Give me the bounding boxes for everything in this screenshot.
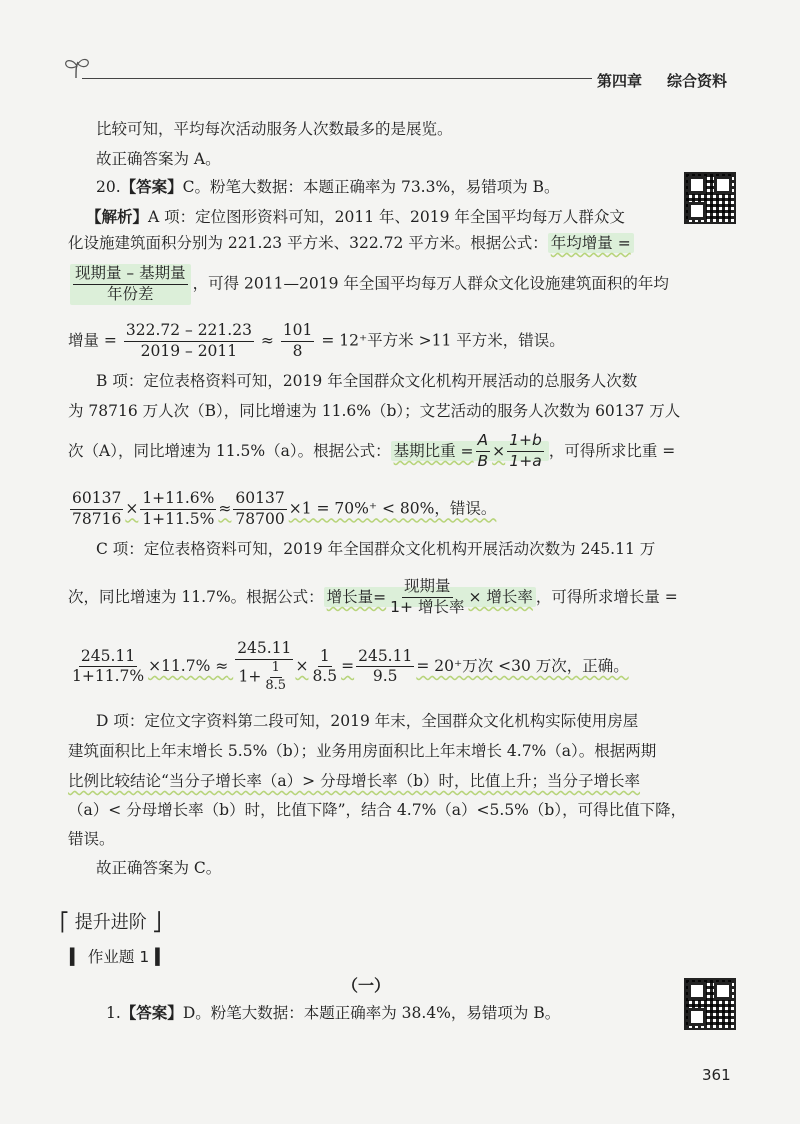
formula-label: 增长量=: [326, 587, 387, 606]
text-line: D 项：定位文字资料第二段可知，2019 年末，全国群众文化机构实际使用房屋: [96, 712, 639, 730]
bracket-icon: ⎡: [60, 912, 75, 933]
calc-symbol: ×: [295, 656, 309, 675]
analysis-text: A 项：定位图形资料可知，2011 年、2019 年全国平均每万人群众文: [148, 208, 625, 226]
fraction-numerator: 1: [270, 661, 282, 678]
fraction-numerator: 1+11.6%: [140, 490, 216, 510]
text-line: B 项：定位表格资料可知，2019 年全国群众文化机构开展活动的总服务人次数: [96, 372, 638, 390]
text: 次，同比增速为 11.7%。根据公式：: [68, 587, 324, 606]
calc-text: 增量 =: [68, 331, 117, 350]
fraction-numerator: 1: [318, 648, 332, 668]
qr-code-icon: [684, 172, 736, 224]
bracket-icon: ⎦: [146, 912, 162, 933]
calc-symbol: ×: [492, 441, 506, 460]
part-heading: （一）: [342, 976, 391, 995]
nested-fraction: [263, 661, 288, 694]
qr-code-icon: [684, 978, 736, 1030]
homework-title-text: 作业题 1: [87, 948, 150, 966]
analysis-line: [86, 210, 625, 226]
fraction-denominator: B: [477, 451, 489, 470]
analysis-line: [68, 236, 634, 252]
formula-line: [68, 264, 669, 305]
fraction-denominator: 9.5: [372, 667, 398, 686]
section-title-text: 提升进阶: [74, 912, 147, 933]
fraction-denominator: 8.5: [312, 667, 338, 686]
fraction-denominator: 8: [292, 341, 303, 360]
calc-fraction: [310, 648, 339, 687]
formula-line: [68, 432, 675, 471]
answer-line: 故正确答案为 C。: [96, 859, 222, 877]
text-line: C 项：定位表格资料可知，2019 年全国群众文化机构开展活动次数为 245.11 万: [96, 540, 656, 558]
analysis-text: 化设施建筑面积分别为 221.23 平方米、322.72 平方米。根据公式：: [68, 234, 548, 252]
calc-line: [68, 490, 496, 529]
text-line: 为 78716 万人次（B），同比增速为 11.6%（b）；文艺活动的服务人次数为 60137 万人: [68, 402, 681, 420]
answer-tag: 【答案】: [120, 1004, 183, 1022]
q20-text: C。粉笔大数据：本题正确率为 73.3%，易错项为 B。: [182, 178, 560, 196]
q1-text: D。粉笔大数据：本题正确率为 38.4%，易错项为 B。: [182, 1004, 561, 1022]
calc-line: [68, 640, 629, 694]
fraction-denominator: 1+ 增长率: [390, 597, 465, 616]
bar-marker-icon: ▍: [70, 948, 82, 966]
formula-fraction: [476, 432, 491, 471]
calc-symbol: ≈: [260, 331, 274, 350]
calc-text: ×11.7% ≈: [148, 656, 229, 675]
fraction-numerator: 60137: [233, 490, 286, 510]
fraction-denominator: 8.5: [265, 677, 287, 693]
answer-tag: 【答案】: [120, 178, 183, 196]
calc-fraction: [233, 490, 286, 529]
text-line: 比较可知，平均每次活动服务人次数最多的是展览。: [96, 120, 453, 138]
analysis-tag: 【解析】: [86, 208, 149, 226]
formula-highlight: [391, 431, 549, 470]
header-rule: [82, 78, 592, 79]
calc-symbol: ×: [125, 499, 139, 518]
formula-highlight: [324, 577, 536, 616]
text-line: （a）< 分母增长率（b）时，比值下降”，结合 4.7%（a）<5.5%（b），可得比值下降，: [68, 801, 687, 819]
calc-fraction: [281, 322, 315, 361]
calc-text: 1+: [238, 667, 262, 686]
calc-symbol: =: [341, 656, 355, 675]
q1-answer-line: [106, 1006, 560, 1022]
fraction-numerator: 101: [281, 322, 315, 342]
calc-text: ×1 = 70%⁺ < 80%，错误。: [288, 499, 497, 518]
text: ，可得所求比重 =: [548, 441, 676, 460]
formula-label: 基期比重 =: [393, 441, 474, 460]
fraction-denominator: 1+a: [509, 451, 542, 470]
calc-fraction: [70, 648, 146, 687]
fraction-numerator: 322.72 – 221.23: [124, 322, 254, 342]
fraction-numerator: 现期量 – 基期量: [73, 265, 188, 285]
fraction-denominator: 年份差: [107, 284, 154, 303]
formula-fraction: [388, 578, 466, 617]
fraction-denominator: 1+11.7%: [72, 667, 145, 686]
calc-text: = 12⁺平方米 >11 平方米，错误。: [321, 331, 565, 350]
calc-line: [68, 322, 565, 361]
calc-symbol: ≈: [218, 499, 232, 518]
calc-fraction: [70, 490, 123, 529]
header-section: 综合资料: [667, 72, 728, 90]
fraction-denominator: 78716: [72, 509, 122, 528]
q1-number: 1.: [106, 1004, 121, 1022]
sprout-icon: [60, 56, 94, 80]
fraction-numerator: 60137: [70, 490, 123, 510]
fraction-denominator: 78700: [235, 509, 285, 528]
formula-fraction: [507, 432, 544, 471]
text-line: 比例比较结论“当分子增长率（a）> 分母增长率（b）时，比值上升；当分子增长率: [68, 772, 641, 790]
q20-number: 20.: [96, 178, 121, 196]
fraction-numerator: 245.11: [79, 648, 137, 668]
calc-fraction: [235, 640, 293, 694]
fraction-denominator: 1+11.5%: [142, 509, 215, 528]
q20-answer-line: [96, 180, 560, 196]
text-line: 错误。: [68, 830, 115, 848]
calc-text: = 20⁺万次 <30 万次，正确。: [416, 656, 629, 675]
fraction-numerator: 245.11: [235, 640, 293, 660]
formula-label: × 增长率: [468, 587, 533, 606]
fraction-denominator: 2019 – 2011: [140, 341, 238, 360]
text: 次（A），同比增速为 11.5%（a）。根据公式：: [68, 441, 391, 460]
fraction-numerator: 现期量: [402, 578, 453, 598]
analysis-text: ，可得 2011—2019 年全国平均每万人群众文化设施建筑面积的年均: [192, 274, 669, 293]
formula-fraction: [70, 264, 191, 305]
fraction-denominator: [237, 660, 293, 694]
page-number: 361: [702, 1066, 731, 1084]
fraction-numerator: 1+b: [507, 432, 544, 452]
bar-marker-icon: ▍: [155, 948, 168, 966]
fraction-numerator: A: [476, 432, 491, 452]
text: ，可得所求增长量 =: [535, 587, 678, 606]
answer-line: 故正确答案为 A。: [96, 150, 221, 168]
formula-label: 年均增量 =: [548, 233, 634, 253]
section-title: [60, 908, 161, 934]
calc-fraction: [356, 648, 414, 687]
homework-title: [70, 945, 167, 967]
fraction-numerator: 245.11: [356, 648, 414, 668]
calc-fraction: [124, 322, 254, 361]
calc-fraction: [140, 490, 216, 529]
header-chapter: 第四章: [597, 72, 643, 90]
text-line: 建筑面积比上年末增长 5.5%（b）；业务用房面积比上年末增长 4.7%（a）。根据两期: [68, 742, 657, 760]
formula-line: [68, 578, 678, 617]
